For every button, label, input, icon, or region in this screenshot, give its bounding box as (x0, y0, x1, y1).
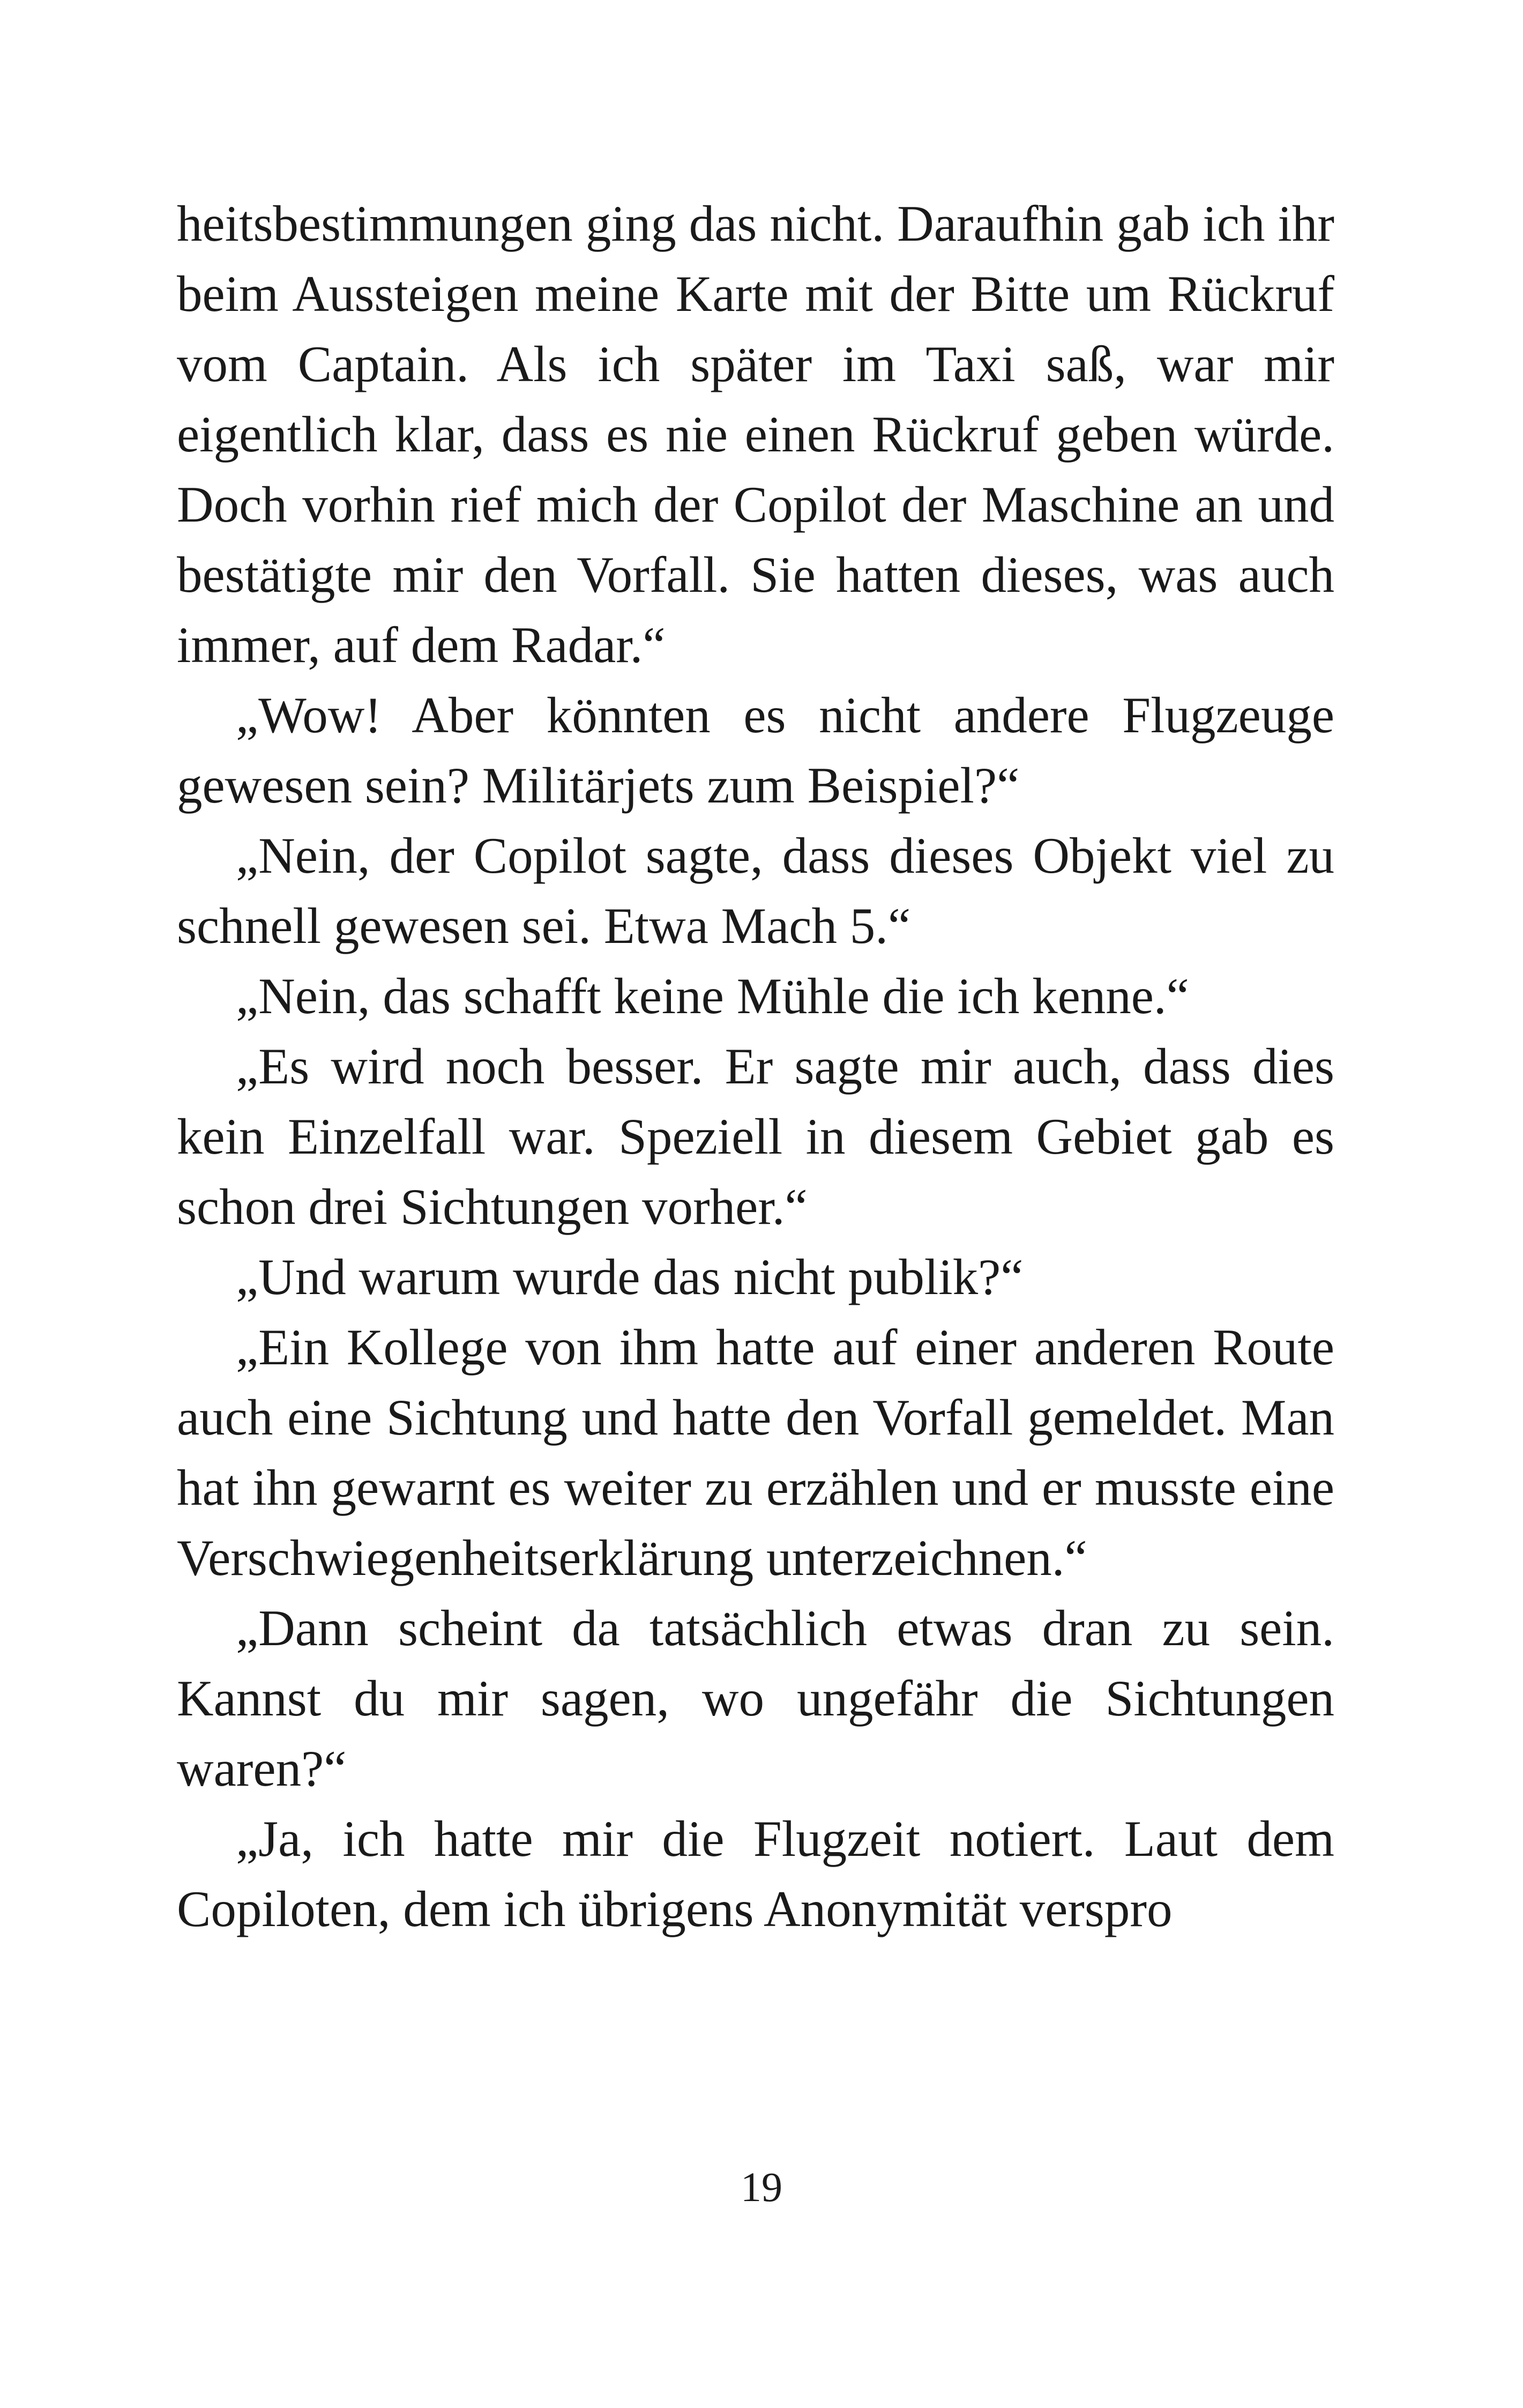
paragraph: „Ja, ich hatte mir die Flugzeit notiert. Laut dem Copiloten, dem ich übrigens Anonymität verspro (177, 1810, 1334, 1937)
paragraph: „Es wird noch besser. Er sagte mir auch, dass dies kein Einzelfall war. Speziell in diesem Gebiet gab es schon drei Sichtungen vorher.“ (177, 1038, 1334, 1235)
page-number: 19 (741, 2164, 782, 2210)
paragraph: „Nein, der Copilot sagte, dass dieses Objekt viel zu schnell gewesen sei. Etwa Mach 5.“ (177, 827, 1334, 954)
paragraph: „Und warum wurde das nicht publik?“ (236, 1248, 1024, 1305)
paragraph: „Ein Kollege von ihm hatte auf einer anderen Route auch eine Sichtung und hatte den Vorfall gemeldet. Man hat ihn gewarnt es weiter zu erzählen und er musste eine Verschwiegenheitserklärung unterzeichnen.“ (177, 1319, 1334, 1586)
body-text (177, 189, 1334, 1944)
paragraph: „Dann scheint da tatsächlich etwas dran zu sein. Kannst du mir sagen, wo ungefähr die Sichtungen waren?“ (177, 1600, 1334, 1797)
paragraph: „Wow! Aber könnten es nicht andere Flugzeuge gewesen sein? Militärjets zum Beispiel?“ (177, 687, 1334, 814)
paragraph: „Nein, das schafft keine Mühle die ich kenne.“ (236, 968, 1189, 1024)
paragraph: heitsbestimmungen ging das nicht. Daraufhin gab ich ihr beim Aussteigen meine Karte mit der Bitte um Rückruf vom Captain. Als ich später im Taxi saß, war mir eigentlich klar, dass es nie einen Rückruf geben würde. Doch vorhin rief mich der Copilot der Maschine an und bestätigte mir den Vorfall. Sie hatten dieses, was auch immer, auf dem Radar.“ (177, 195, 1334, 673)
